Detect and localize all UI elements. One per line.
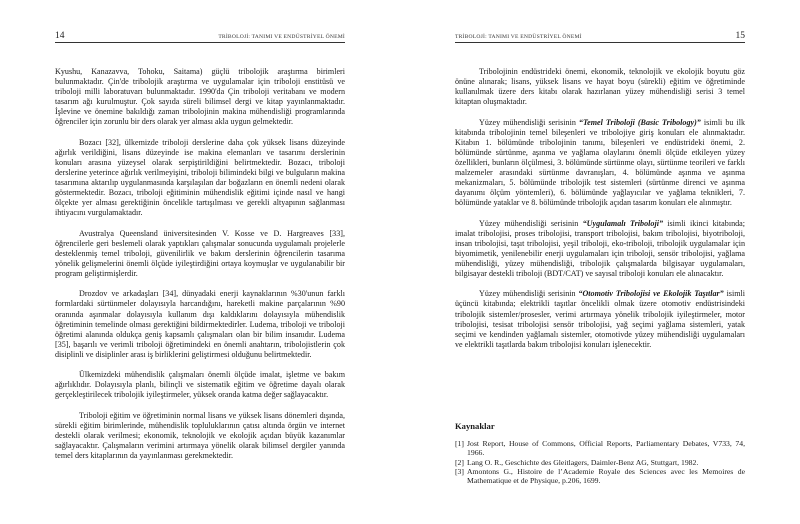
paragraph: Yüzey mühendisliği serisinin “Temel Triboloji (Basic Tribology)” isimli bu ilk kitabında tribolojinin temel bileşenleri ve tribolojiye giriş konuları ele alınmaktadır. Kitabın 1. bölümünde tribolojinin tanımı, bileşenleri ve endüstrideki önemi, 2. bölümünde sürtünme, aşınma ve yağlama olaylarını önemli ölçüde etkileyen yüzey özellikleri, bunların ölçülmesi, 3. bölümünde sürtünme olayı, sürtünme teorileri ve farklı malzemeler arasındaki sürtünme davranışları, 4. bölümünde aşınma ve aşınma mekanizmaları, 5. bölümünde tribolojik test sistemleri (sürtünme direnci ve aşınma dayanımı ölçüm yöntemleri), 6. bölümünde yağlayıcılar ve yağlama teknikleri, 7. bölümünde yataklar ve 8. bölümünde tribolojik açıdan tasarım konuları ele alınmıştır. <box>455 117 746 208</box>
page-number: 14 <box>55 31 65 41</box>
paragraph: Tribolojinin endüstrideki önemi, ekonomik, teknolojik ve ekolojik boyutu göz önüne alınarak; lisans, yüksek lisans ve hayat boyu (sürekli) eğitim ve öğretiminde kullanılmak üzere ders kitabı olarak hazırlanan yüzey mühendisliği serisi 3 temel kitaptan oluşmaktadır. <box>455 67 745 107</box>
page-header <box>455 30 745 43</box>
book-title: “Uygulamalı Triboloji” <box>582 218 663 228</box>
reference-item: [2] Lang O. R., Geschichte des Gleitlagers, Daimler-Benz AG, Stuttgart, 1982. <box>455 457 699 467</box>
paragraph: Yüzey mühendisliği serisinin “Uygulamalı Triboloji” isimli ikinci kitabında; imalat tribolojisi, proses tribolojisi, transport tribolojisi, bakım tribolojisi, biyotriboloji, insan tribolojisi, taşıt tribolojisi, yeşil triboloji, eko-triboloji, tribolojik uygulamalar için biyomimetik, yenilenebilir enerji uygulamaları için triboloji, sensör tribolojisi, yağlama mühendisliği, yüzey mühendisliği, tribolojik çalışmalarda bilgisayar uygulamaları, bilgisayar destekli triboloji (BDT/CAT) ve sayısal triboloji konuları ele alınacaktır. <box>455 218 746 279</box>
reference-item: [1] Jost Report, House of Commons, Official Reports, Parliamentary Debates, V733, 74, 1966. <box>455 439 745 458</box>
paragraph: Bozacı [32], ülkemizde triboloji derslerine daha çok yüksek lisans düzeyinde ağırlık verildiğini, lisans düzeyinde ise makina elemanları ve tasarımı derslerinin konuları arasına yüzeysel olarak serpiştirildiğini belirtmektedir. Bozacı, triboloji derslerine yeterince ağırlık verilmeyişini, triboloji bilimindeki bilgi ve bulguların makina tasarımına aktarılıp uygulanmasında karşılaşılan dar boğazların en önemli nedeni olarak göstermektedir. Bozacı, triboloji eğitiminin mühendislik eğitimi içinde nasıl ve hangi ölçekte yer alması gerektiğinin öncelikle tartışılması ve gerekli altyapının sağlanması ihtiyacını vurgulamaktadır. <box>55 137 345 218</box>
page-header <box>55 30 345 43</box>
paragraph: Drozdov ve arkadaşları [34], dünyadaki enerji kaynaklarının %30'unun farklı formlardaki sürtünmeler dolayısıyla harcandığını, hareketli makine parçalarının %90 oranında aşınmalar dolayısıyla kullanım dışı kaldıklarını dolayısıyla mühendislik öğretiminin temelinde olması gerektiğini bildirmektedirler. Ludema, triboloji ve triboloji öğretimi alanında oldukça geniş kapsamlı çalışmaları olan bir bilim insanıdır. Ludema [35], başarılı ve verimli triboloji öğretimindeki en önemli anahtarın, tribolojistlerin çok disiplinli ve disiplinler arası iş birliklerini geliştirmesi olduğunu belirtmektedir. <box>55 289 345 359</box>
page-body <box>455 67 745 360</box>
references-heading: Kaynaklar <box>455 421 495 431</box>
reference-item: [3] Amontons G., Histoire de l’Academie Royale des Sciences avec les Memoires de Mathematique et de Physique, p.206, 1699. <box>455 466 745 485</box>
paragraph: Ülkemizdeki mühendislik çalışmaları önemli ölçüde imalat, işletme ve bakım ağırlıklıdır. Dolayısıyla planlı, bilinçli ve sistematik eğitim ve öğretime dayalı olarak gerçekleştirilecek tribolojik iyileştirmeler, yüksek oranda katma değer sağlayacaktır. <box>55 370 345 400</box>
paragraph: Triboloji eğitim ve öğretiminin normal lisans ve yüksek lisans dönemleri dışında, sürekli eğitim birimlerinde, mühendislik topluluklarının çatısı altında örgün ve internet destekli olarak verilmesi; ekonomik, teknolojik ve ekolojik açıdan büyük kazanımlar sağlayacaktır. Çalışmaların verimini artırmaya yönelik olarak bilimsel dergiler yanında temel ders kitaplarının da yayınlanması gerekmektedir. <box>55 410 345 461</box>
running-header: TRİBOLOJİ: TANIMI VE ENDÜSTRİYEL ÖNEMİ <box>218 34 345 40</box>
book-title: “Otomotiv Tribolojisi ve Ekolojik Taşıtlar” <box>578 289 724 299</box>
paragraph: Avustralya Queensland üniversitesinden V. Kosse ve D. Hargreaves [33], öğrencilerle geri beslemeli olarak yaptıkları çalışmalar sonucunda uygulamalı projelerle desteklenmiş temel triboloji, güvenilirlik ve bakım derslerinin öğrencilerin tasarıma yönelik gelişmelerini önemli ölçüde iyileştirdiğini ortaya koymuşlar ve uygulanabilir bir program geliştirmişlerdir. <box>55 228 345 279</box>
references-section <box>455 421 745 485</box>
paragraph: Yüzey mühendisliği serisinin “Otomotiv Tribolojisi ve Ekolojik Taşıtlar” isimli üçüncü kitabında; elektrikli taşıtlar öncelikli olmak üzere otomotiv endüstrisindeki tribolojik sistemler/prosesler, verimi artırmaya yönelik tribolojik iyileştirmeler, motor tribolojisi, tesisat tribolojisi sensör tribolojisi, yağ seçimi yağlama sistemleri, yatak seçimi ve kendinden yağlamalı sistemler, otomotivde yüzey mühendisliği uygulamaları ve elektrikli taşıtlarda bakım tribolojisi konuları işlenecektir. <box>455 289 746 349</box>
page-number: 15 <box>735 31 745 41</box>
page-body <box>55 67 345 471</box>
right-page <box>400 0 800 524</box>
running-header: TRİBOLOJİ: TANIMI VE ENDÜSTRİYEL ÖNEMİ <box>455 34 582 40</box>
paragraph: Kyushu, Kanazavva, Tohoku, Saitama) güçlü tribolojik araştırma birimleri bulunmaktadır. Çin'de tribolojik araştırma ve uygulamalar için triboloji enstitüsü ve triboloji milli laboratuvarı bulunmaktadır. 1990'da Çin triboloji veritabanı ve modern tasarım ağı kurulmuştur. Çok sayıda süreli bilimsel dergi ve kitap yayınlanmaktadır. İşlevine ve önemine bakıldığı zaman tribolojinin makina mühendisliği programlarında öğrenciler için zorunlu bir ders olarak yer alması akla uygun gelmektedir. <box>55 67 345 127</box>
book-title: “Temel Triboloji (Basic Tribology)” <box>578 117 701 127</box>
